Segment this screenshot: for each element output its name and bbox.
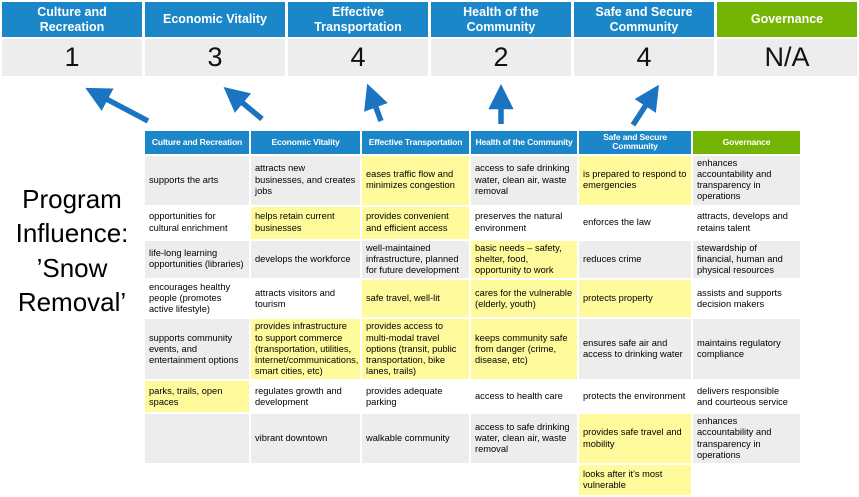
arrow-culture-recreation-icon: [95, 93, 148, 121]
matrix-cell: provides convenient and efficient access: [362, 207, 469, 239]
matrix-row: [145, 381, 800, 412]
matrix-cell: encourages healthy people (promotes active lifestyle): [145, 280, 249, 317]
matrix-cell: attracts new businesses, and creates jobs: [251, 156, 360, 205]
matrix-header-culture-and-recreation: Culture and Recreation: [145, 131, 249, 154]
matrix-cell: [145, 465, 249, 495]
matrix-row: [145, 319, 800, 379]
matrix-cell: reduces crime: [579, 241, 691, 278]
matrix-cell: is prepared to respond to emergencies: [579, 156, 691, 205]
matrix-row: [145, 414, 800, 463]
matrix-cell: access to safe drinking water, clean air, waste removal: [471, 414, 577, 463]
summary-column-safe-and-secure-community: [574, 2, 714, 76]
summary-score-value: 2: [431, 39, 571, 76]
summary-column-effective-transportation: [288, 2, 428, 76]
summary-score-value: 1: [2, 39, 142, 76]
matrix-cell: walkable community: [362, 414, 469, 463]
summary-column-economic-vitality: [145, 2, 285, 76]
matrix-cell: assists and supports decision makers: [693, 280, 800, 317]
matrix-cell: access to health care: [471, 381, 577, 412]
matrix-cell: attracts, develops and retains talent: [693, 207, 800, 239]
matrix-cell: enhances accountability and transparency in operations: [693, 156, 800, 205]
matrix-row: [145, 280, 800, 317]
matrix-cell: regulates growth and development: [251, 381, 360, 412]
matrix-header-governance: Governance: [693, 131, 800, 154]
matrix-row: [145, 156, 800, 205]
matrix-cell: well-maintained infrastructure, planned for future development: [362, 241, 469, 278]
arrow-safe-secure-icon: [633, 94, 653, 125]
matrix-cell: vibrant downtown: [251, 414, 360, 463]
matrix-cell: enforces the law: [579, 207, 691, 239]
summary-header-label: Culture and Recreation: [2, 2, 142, 37]
matrix-header-safe-and-secure-community: Safe and Secure Community: [579, 131, 691, 154]
summary-header-label: Health of the Community: [431, 2, 571, 37]
matrix-cell: [693, 465, 800, 495]
matrix-cell: keeps community safe from danger (crime, disease, etc): [471, 319, 577, 379]
summary-header-label: Economic Vitality: [145, 2, 285, 37]
matrix-header-health-of-the-community: Health of the Community: [471, 131, 577, 154]
matrix-cell: [471, 465, 577, 495]
matrix-cell: [145, 414, 249, 463]
summary-score-value: N/A: [717, 39, 857, 76]
summary-score-value: 4: [288, 39, 428, 76]
matrix-cell: delivers responsible and courteous service: [693, 381, 800, 412]
summary-header-label: Effective Transportation: [288, 2, 428, 37]
matrix-cell: cares for the vulnerable (elderly, youth): [471, 280, 577, 317]
matrix-row: [145, 241, 800, 278]
matrix-cell: preserves the natural environment: [471, 207, 577, 239]
matrix-cell: safe travel, well-lit: [362, 280, 469, 317]
matrix-row: [145, 465, 800, 495]
priority-matrix-table: [143, 129, 802, 497]
matrix-cell: enhances accountability and transparency in operations: [693, 414, 800, 463]
matrix-header-effective-transportation: Effective Transportation: [362, 131, 469, 154]
matrix-cell: looks after it's most vulnerable: [579, 465, 691, 495]
matrix-cell: provides access to multi-modal travel options (transit, public transportation, bike lanes, trails): [362, 319, 469, 379]
matrix-cell: eases traffic flow and minimizes congestion: [362, 156, 469, 205]
matrix-cell: develops the workforce: [251, 241, 360, 278]
matrix-cell: provides safe travel and mobility: [579, 414, 691, 463]
matrix-cell: provides adequate parking: [362, 381, 469, 412]
matrix-cell: helps retain current businesses: [251, 207, 360, 239]
summary-column-governance: [717, 2, 857, 76]
arrow-economic-vitality-icon: [232, 94, 262, 119]
program-influence-label: Program Influence: ’Snow Removal’: [15, 184, 129, 317]
matrix-cell: life-long learning opportunities (libraries): [145, 241, 249, 278]
summary-column-health-of-the-community: [431, 2, 571, 76]
summary-banner: [2, 2, 857, 76]
matrix-cell: stewardship of financial, human and physical resources: [693, 241, 800, 278]
summary-header-label: Safe and Secure Community: [574, 2, 714, 37]
summary-score-value: 3: [145, 39, 285, 76]
matrix-cell: supports community events, and entertainment options: [145, 319, 249, 379]
matrix-cell: [251, 465, 360, 495]
matrix-cell: provides infrastructure to support commerce (transportation, utilities, internet/communications, smart cities, etc): [251, 319, 360, 379]
summary-column-culture-and-recreation: [2, 2, 142, 76]
matrix-cell: [362, 465, 469, 495]
arrow-effective-transportation-icon: [371, 94, 381, 121]
matrix-cell: supports the arts: [145, 156, 249, 205]
summary-header-label: Governance: [717, 2, 857, 37]
matrix-body: [145, 156, 800, 495]
matrix-cell: protects property: [579, 280, 691, 317]
matrix-cell: access to safe drinking water, clean air, waste removal: [471, 156, 577, 205]
matrix-row: [145, 207, 800, 239]
matrix-cell: ensures safe air and access to drinking water: [579, 319, 691, 379]
matrix-cell: protects the environment: [579, 381, 691, 412]
matrix-header-economic-vitality: Economic Vitality: [251, 131, 360, 154]
matrix-cell: attracts visitors and tourism: [251, 280, 360, 317]
matrix-header-row: [145, 131, 800, 154]
summary-score-value: 4: [574, 39, 714, 76]
matrix-cell: opportunities for cultural enrichment: [145, 207, 249, 239]
matrix-cell: basic needs – safety, shelter, food, opportunity to work: [471, 241, 577, 278]
matrix-cell: parks, trails, open spaces: [145, 381, 249, 412]
matrix-cell: maintains regulatory compliance: [693, 319, 800, 379]
